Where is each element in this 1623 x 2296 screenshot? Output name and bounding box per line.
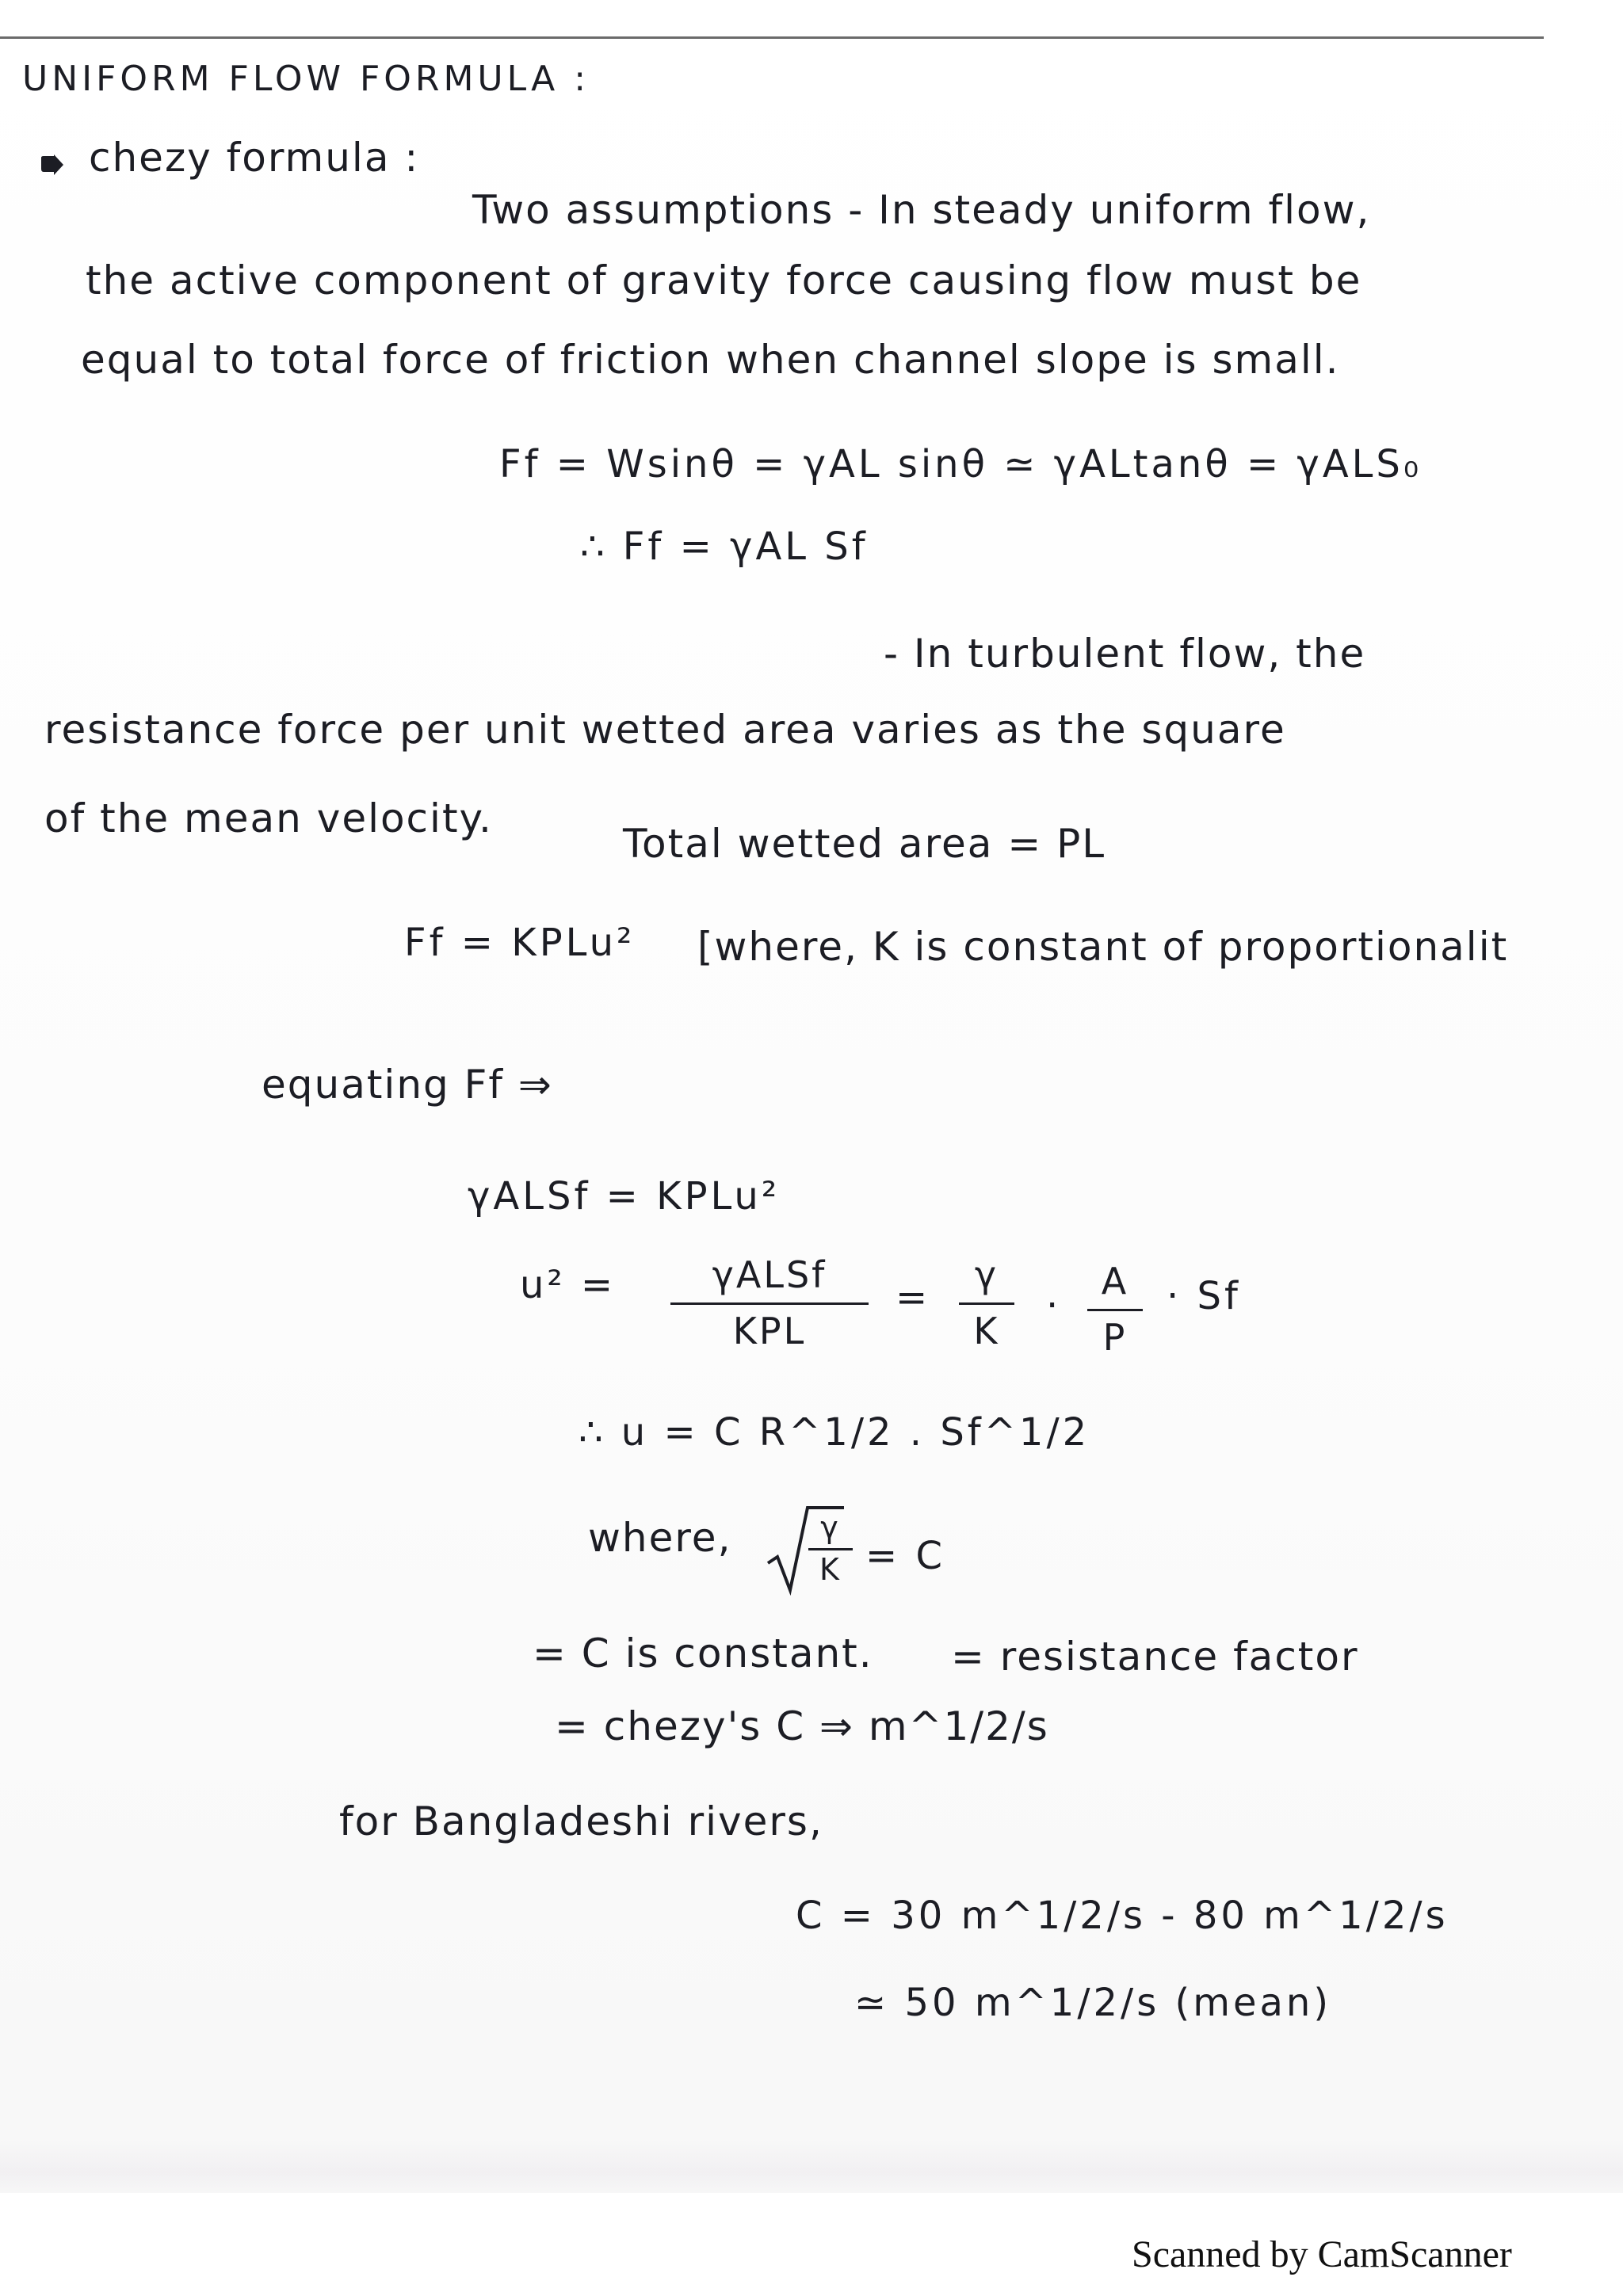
equals-C: = C xyxy=(865,1534,945,1578)
fraction-denominator: K xyxy=(973,1310,1000,1352)
paragraph2-line2: resistance force per unit wetted area varies as the square xyxy=(44,707,1286,753)
paragraph1-line3: equal to total force of friction when channel slope is small. xyxy=(81,337,1340,383)
fraction-bar xyxy=(1087,1309,1143,1311)
fraction-gamma-over-K xyxy=(959,1253,1014,1352)
arrow-bullet-icon xyxy=(40,154,65,175)
chezy-units-note: = chezy's C ⇒ m^1/2/s xyxy=(555,1703,1049,1749)
slope-factor: · Sf xyxy=(1167,1274,1241,1318)
fraction-denominator: KPL xyxy=(732,1310,807,1352)
proportionality-note: [where, K is constant of proportionalit xyxy=(697,924,1509,970)
top-rule xyxy=(0,36,1544,39)
equated-forces: γALSf = KPLu² xyxy=(468,1174,781,1219)
chezy-mean: ≃ 50 m^1/2/s (mean) xyxy=(854,1981,1332,2025)
fraction-bar xyxy=(959,1302,1014,1305)
fraction-numerator: γ xyxy=(974,1253,999,1296)
fraction-numerator: γALSf xyxy=(712,1253,827,1296)
paper-shadow xyxy=(0,2139,1623,2195)
multiply-dot: · xyxy=(1046,1283,1062,1328)
fraction-gamma-ALSf-over-KPL xyxy=(670,1253,869,1352)
fraction-numerator: γ xyxy=(820,1510,841,1545)
page-heading: UNIFORM FLOW FORMULA : xyxy=(22,59,590,99)
camscanner-footer: Scanned by CamScanner xyxy=(1132,2233,1512,2275)
equals-sign: = xyxy=(896,1276,931,1320)
section-title: chezy formula : xyxy=(89,135,420,181)
paragraph2-line3a: of the mean velocity. xyxy=(44,795,493,841)
fraction-denominator: K xyxy=(819,1552,842,1587)
fraction-A-over-P xyxy=(1087,1260,1143,1359)
velocity-squared-lhs: u² = xyxy=(520,1263,617,1307)
fraction-bar xyxy=(808,1548,853,1550)
fraction-gamma-over-K-radicand xyxy=(808,1510,853,1587)
fraction-numerator: A xyxy=(1101,1260,1129,1302)
resistance-equation: Ff = KPLu² xyxy=(404,921,636,965)
bangladeshi-rivers-label: for Bangladeshi rivers, xyxy=(339,1798,823,1844)
constant-note: = C is constant. xyxy=(533,1630,873,1676)
paragraph1-line2: the active component of gravity force causing flow must be xyxy=(86,257,1362,303)
equating-label: equating Ff ⇒ xyxy=(262,1062,553,1108)
fraction-bar xyxy=(670,1302,869,1305)
friction-force-result: ∴ Ff = γAL Sf xyxy=(580,524,869,569)
friction-force-equation: Ff = Wsinθ = γAL sinθ ≃ γALtanθ = γALS₀ xyxy=(499,442,1423,486)
fraction-denominator: P xyxy=(1102,1316,1128,1359)
chezy-range: C = 30 m^1/2/s - 80 m^1/2/s xyxy=(796,1894,1449,1938)
paragraph2-line1: - In turbulent flow, the xyxy=(884,631,1366,677)
where-label: where, xyxy=(588,1515,732,1561)
resistance-factor-note: = resistance factor xyxy=(951,1634,1359,1680)
paragraph1-line1: Two assumptions - In steady uniform flow, xyxy=(472,187,1371,233)
chezy-velocity-equation: ∴ u = C R^1/2 . Sf^1/2 xyxy=(579,1410,1090,1455)
paragraph2-line3b: Total wetted area = PL xyxy=(623,821,1106,867)
